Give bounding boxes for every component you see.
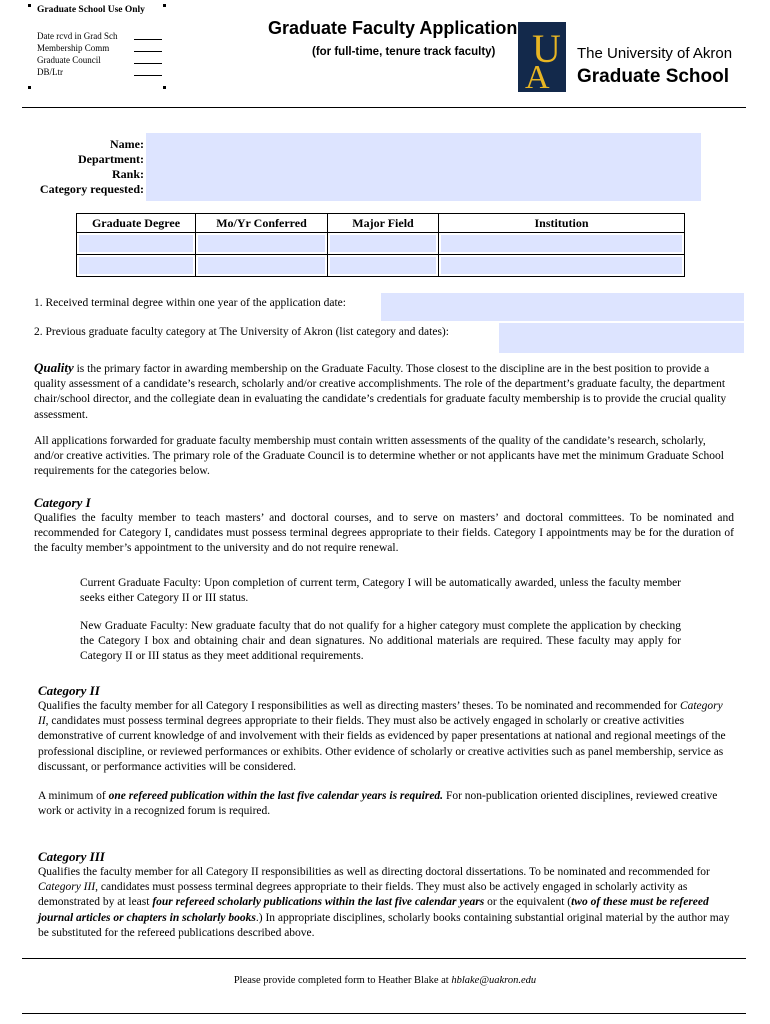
office-use-row: Graduate Council [37, 55, 162, 65]
table-row [77, 255, 685, 277]
column-header: Mo/Yr Conferred [196, 214, 328, 233]
category-2-heading: Category II [38, 683, 100, 698]
major-field-input[interactable] [330, 257, 436, 274]
university-logo [518, 22, 566, 92]
name-label: Name: [110, 137, 144, 151]
category-2-text: Qualifies the faculty member for all Category I responsibilities as well as directing masters’ theses. To be nominated and recommended for Category II, candidates must possess terminal degrees appropriate to their fields. They must also be actively engaged in scholarly or creative activities demonstrative of current knowledge of and involvement with their fields as evidenced by paper presentations at national and regional meetings of the professional discipline, or reviewed performances or exhibits. Other evidence of scholarly or creative activities such as panel membership, service as discussant, or performance activities will be considered. [38, 700, 726, 773]
category-3-heading: Category III [38, 849, 105, 864]
conferred-input[interactable] [198, 257, 325, 274]
category-requested-label: Category requested: [39, 182, 144, 196]
institution-input[interactable] [441, 257, 682, 274]
svg-text:A: A [525, 59, 550, 92]
office-use-row: DB/Ltr [37, 67, 162, 77]
office-use-title: Graduate School Use Only [37, 5, 145, 15]
degree-input[interactable] [79, 235, 193, 252]
applicant-info-input[interactable] [146, 133, 701, 201]
form-title: Graduate Faculty Application [268, 18, 518, 38]
column-header: Institution [439, 214, 685, 233]
column-header: Major Field [328, 214, 439, 233]
footer-divider-top [22, 958, 746, 959]
quality-paragraph [34, 360, 734, 423]
contact-email[interactable]: hblake@uakron.edu [451, 975, 537, 986]
category-1-text: Qualifies the faculty member to teach masters’ and doctoral courses, and to serve on masters’ and doctoral committees. To be nominated and recommended for Category I, candidates must possess terminal degrees appropriate to their fields. Category I appointments may be for the duration of the faculty member’s appointment to the university and do not require renewal. [34, 512, 734, 555]
office-use-row: Date rcvd in Grad Sch [37, 31, 162, 41]
department-label: Department: [78, 152, 144, 166]
table-row [77, 233, 685, 255]
applications-paragraph: All applications forwarded for graduate faculty membership must contain written assessments of the quality of the candidate’s research, scholarly, and/or creative activities. The primary role of the Graduate Council is to determine whether or not applicants have met the minimum Graduate School requirements for the categories below. [34, 435, 724, 478]
school-name: Graduate School [577, 66, 730, 87]
category-3-text: Qualifies the faculty member for all Category II responsibilities as well as directing doctoral dissertations. To be nominated and recommended for Category III, candidates must possess terminal degrees appropriate to their fields. They must also be actively engaged in scholarly activity as demonstrated by at least four refereed scholarly publications within the last five calendar years or the equivalent (two of these must be refereed journal articles or chapters in scholarly books.) In appropriate disciplines, scholarly books containing substantial original material by the author may be substituted for the refereed publications described above. [38, 866, 730, 939]
footer-instruction: Please provide completed form to Heather Blake at hblake@uakron.edu [233, 975, 537, 986]
column-header: Graduate Degree [77, 214, 196, 233]
office-use-row: Membership Comm [37, 43, 162, 53]
current-faculty-text: Current Graduate Faculty: Upon completion of current term, Category I will be automatically awarded, unless the faculty member seeks either Category II or III status. [80, 577, 681, 605]
form-subtitle: (for full-time, tenure track faculty) [312, 46, 496, 58]
institution-input[interactable] [441, 235, 682, 252]
conferred-input[interactable] [198, 235, 325, 252]
degree-input[interactable] [79, 257, 193, 274]
footer-divider-bottom [22, 1013, 746, 1014]
svg-text:U: U [532, 26, 561, 71]
terminal-degree-input[interactable] [381, 293, 744, 321]
new-faculty-text: New Graduate Faculty: New graduate faculty that do not qualify for a higher category must complete the application by checking the Category I box and obtaining chair and dean signatures. No additional materials are required. These faculty may apply for Category II or III status as they meet additional requirements. [80, 620, 681, 663]
previous-category-input[interactable] [499, 323, 744, 353]
category-1-heading: Category I [34, 495, 91, 510]
question-terminal-degree: 1. Received terminal degree within one year of the application date: [34, 297, 346, 309]
major-field-input[interactable] [330, 235, 436, 252]
question-previous-category: 2. Previous graduate faculty category at The University of Akron (list category and dates): [34, 326, 449, 338]
rank-label: Rank: [111, 167, 144, 181]
degree-table [76, 213, 685, 277]
quality-lead: Quality [34, 360, 74, 375]
university-name: The University of Akron [577, 45, 733, 62]
quality-text: is the primary factor in awarding membership on the Graduate Faculty. Those closest to the discipline are in the best position to provide a quality assessment of a candidate’s research, scholarly and/or creative accomplishments. The role of the department’s graduate faculty, the department chair/school director, and the collegiate dean in evaluating the candidate’s credentials for graduate faculty membership is to provide the crucial quality assessment. [34, 363, 727, 421]
header-divider [22, 107, 746, 108]
category-2-minimum-text: A minimum of one refereed publication within the last five calendar years is required. For non-publication oriented disciplines, reviewed creative work or activity in a recognized forum is required. [38, 790, 718, 818]
